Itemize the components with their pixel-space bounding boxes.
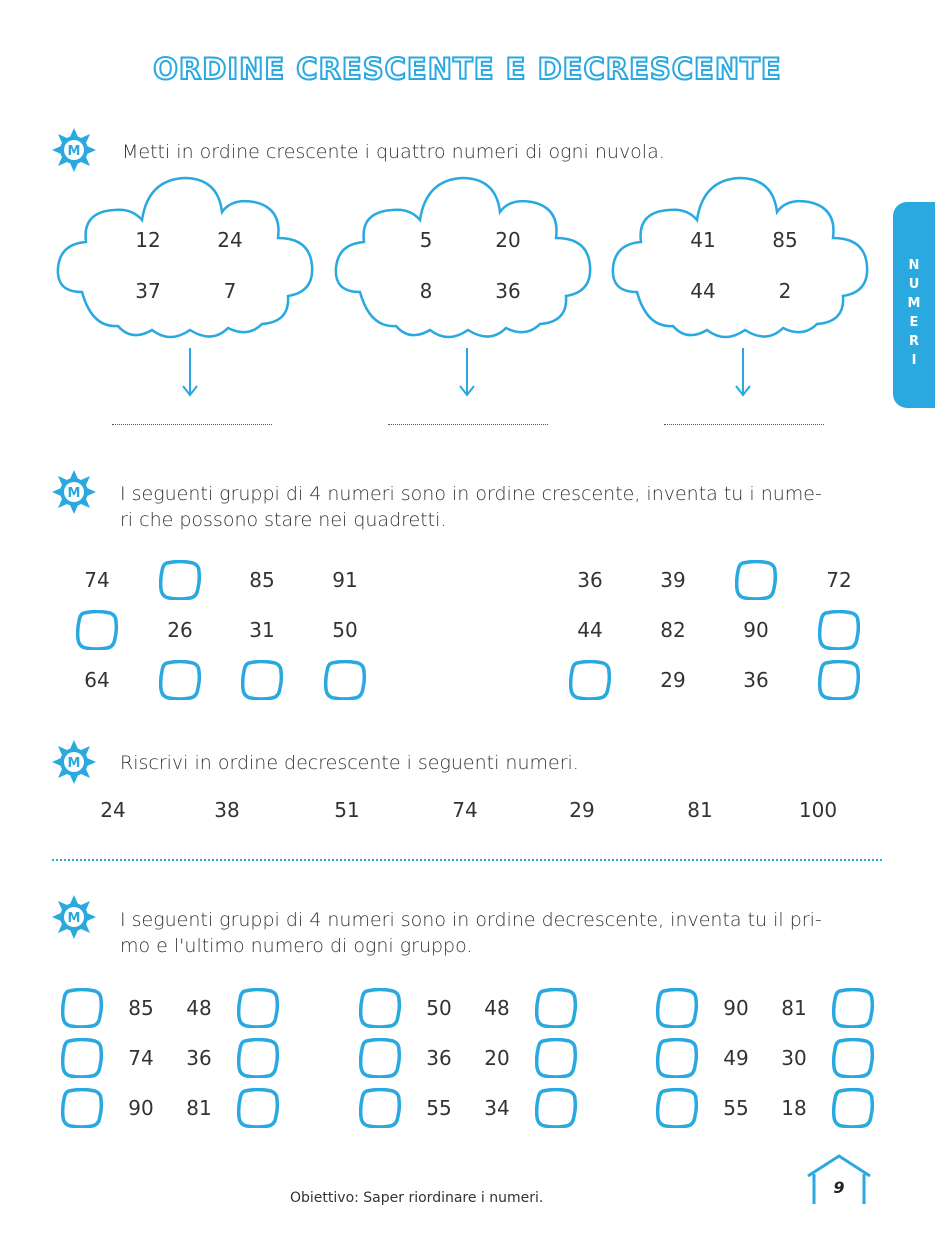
decrescente-number: 51 (334, 798, 360, 822)
group-number: 90 (128, 1096, 154, 1120)
decrescente-number: 29 (569, 798, 595, 822)
sequence-number: 39 (660, 568, 686, 592)
answer-box[interactable] (735, 560, 777, 604)
sequence-number: 74 (84, 568, 110, 592)
side-tab-label: N U M E R I (907, 258, 921, 368)
sequence-number: 72 (826, 568, 852, 592)
sequence-number: 36 (577, 568, 603, 592)
sequence-number: 44 (577, 618, 603, 642)
cloud-number: 20 (495, 228, 521, 252)
svg-text:M: M (67, 486, 81, 501)
sequence-number: 85 (249, 568, 275, 592)
page-number: 9 (833, 1178, 845, 1197)
answer-box-last[interactable] (535, 1038, 577, 1082)
sequence-number: 64 (84, 668, 110, 692)
cloud-number: 37 (135, 279, 161, 303)
cloud-number: 8 (419, 279, 433, 303)
answer-box-last[interactable] (832, 1088, 874, 1132)
answer-box-first[interactable] (61, 988, 103, 1032)
cloud-number: 36 (495, 279, 521, 303)
answer-box-last[interactable] (535, 1088, 577, 1132)
answer-box[interactable] (159, 660, 201, 704)
svg-text:M: M (67, 911, 81, 926)
cloud-number: 7 (223, 279, 237, 303)
arrow-down-icon (180, 348, 200, 398)
sequence-number: 82 (660, 618, 686, 642)
answer-box-first[interactable] (359, 988, 401, 1032)
group-number: 48 (484, 996, 510, 1020)
exercise-badge-2 (52, 470, 96, 518)
answer-box[interactable] (76, 610, 118, 654)
answer-line-decrescente[interactable] (52, 859, 882, 861)
group-number: 55 (426, 1096, 452, 1120)
sequence-number: 50 (332, 618, 358, 642)
answer-box[interactable] (159, 560, 201, 604)
answer-box-first[interactable] (61, 1038, 103, 1082)
arrow-down-icon (733, 348, 753, 398)
exercise-badge-1 (52, 128, 96, 176)
decrescente-number: 24 (100, 798, 126, 822)
cloud-3 (607, 172, 872, 351)
cloud-number: 85 (772, 228, 798, 252)
cloud-number: 44 (690, 279, 716, 303)
answer-box[interactable] (818, 610, 860, 654)
answer-box[interactable] (241, 660, 283, 704)
group-number: 85 (128, 996, 154, 1020)
group-number: 90 (723, 996, 749, 1020)
answer-line-2[interactable] (388, 424, 548, 425)
exercise-4-instruction (120, 907, 822, 959)
answer-line-1[interactable] (112, 424, 272, 425)
group-number: 81 (186, 1096, 212, 1120)
answer-box-last[interactable] (237, 1038, 279, 1082)
exercise-2-instruction-line1: I seguenti gruppi di 4 numeri sono in ordine crescente, inventa tu i nume- (120, 483, 822, 505)
answer-box-last[interactable] (832, 1038, 874, 1082)
group-number: 20 (484, 1046, 510, 1070)
group-number: 81 (781, 996, 807, 1020)
cloud-number: 24 (217, 228, 243, 252)
group-number: 36 (186, 1046, 212, 1070)
cloud-2 (330, 172, 595, 351)
sun-badge-icon (52, 740, 96, 784)
exercise-1-instruction: Metti in ordine crescente i quattro numeri di ogni nuvola. (122, 141, 665, 163)
exercise-3-instruction: Riscrivi in ordine decrescente i seguenti numeri. (120, 752, 579, 774)
answer-box[interactable] (324, 660, 366, 704)
cloud-number: 5 (419, 228, 433, 252)
sun-badge-icon (52, 470, 96, 514)
answer-box-first[interactable] (359, 1038, 401, 1082)
cloud-number: 41 (690, 228, 716, 252)
group-number: 74 (128, 1046, 154, 1070)
answer-box-first[interactable] (61, 1088, 103, 1132)
group-number: 49 (723, 1046, 749, 1070)
cloud-number: 2 (778, 279, 792, 303)
answer-box-last[interactable] (832, 988, 874, 1032)
sequence-number: 90 (743, 618, 769, 642)
group-number: 50 (426, 996, 452, 1020)
decrescente-number: 81 (687, 798, 713, 822)
cloud-number: 12 (135, 228, 161, 252)
answer-box-first[interactable] (656, 1088, 698, 1132)
sequence-number: 29 (660, 668, 686, 692)
arrow-2 (457, 348, 477, 402)
exercise-badge-3 (52, 740, 96, 788)
sun-badge-icon (52, 895, 96, 939)
page-number-house (804, 1154, 874, 1206)
sequence-number: 26 (167, 618, 193, 642)
arrow-3 (733, 348, 753, 402)
exercise-4-instruction-line2: mo e l'ultimo numero di ogni gruppo. (120, 935, 473, 957)
answer-box-first[interactable] (656, 988, 698, 1032)
sequence-number: 31 (249, 618, 275, 642)
answer-box-last[interactable] (535, 988, 577, 1032)
arrow-1 (180, 348, 200, 402)
decrescente-number: 38 (214, 798, 240, 822)
group-number: 36 (426, 1046, 452, 1070)
answer-box[interactable] (569, 660, 611, 704)
footer-objective: Obiettivo: Saper riordinare i numeri. (290, 1190, 544, 1206)
exercise-2-instruction (120, 481, 822, 533)
cloud-1 (52, 172, 317, 351)
answer-box[interactable] (818, 660, 860, 704)
decrescente-number: 74 (452, 798, 478, 822)
sun-badge-icon (52, 128, 96, 172)
group-number: 48 (186, 996, 212, 1020)
exercise-badge-4 (52, 895, 96, 943)
group-number: 18 (781, 1096, 807, 1120)
answer-box-last[interactable] (237, 988, 279, 1032)
answer-box-first[interactable] (656, 1038, 698, 1082)
sequence-number: 36 (743, 668, 769, 692)
exercise-2-instruction-line2: ri che possono stare nei quadretti. (120, 509, 447, 531)
side-tab (893, 202, 935, 408)
group-number: 30 (781, 1046, 807, 1070)
page-title: ORDINE CRESCENTE E DECRESCENTE (153, 52, 782, 86)
svg-text:M: M (67, 756, 81, 771)
group-number: 34 (484, 1096, 510, 1120)
answer-box-first[interactable] (359, 1088, 401, 1132)
arrow-down-icon (457, 348, 477, 398)
answer-box-last[interactable] (237, 1088, 279, 1132)
decrescente-number: 100 (798, 798, 838, 822)
group-number: 55 (723, 1096, 749, 1120)
answer-line-3[interactable] (664, 424, 824, 425)
sequence-number: 91 (332, 568, 358, 592)
exercise-4-instruction-line1: I seguenti gruppi di 4 numeri sono in ordine decrescente, inventa tu il pri- (120, 909, 822, 931)
svg-text:M: M (67, 144, 81, 159)
